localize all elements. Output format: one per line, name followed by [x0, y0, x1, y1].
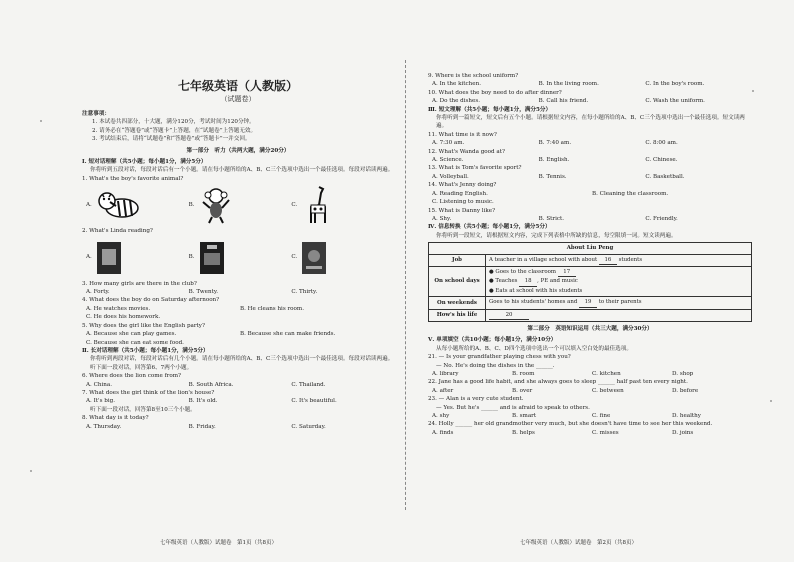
row-label: How's his life — [429, 309, 486, 321]
part2-heading: 第二部分 英语知识运用（共三大题，满分30分） — [527, 325, 653, 332]
option-b: B. Because she can make friends. — [240, 331, 336, 338]
cell-text: A teacher in a village school with about — [489, 256, 598, 263]
blank-17[interactable]: 17 — [558, 268, 576, 277]
section5-intro: 从每小题所给的A、B、C、D四个选项中选出一个可以填入空白处的最佳选项。 — [436, 345, 632, 352]
book-picture-icon — [301, 241, 327, 275]
part1-heading: 第一部分 听力（共两大题，满分20分） — [186, 147, 290, 154]
section5-heading: Ⅴ. 单项填空（共10小题；每小题1分，满分10分） — [428, 337, 557, 344]
option-c: C. In the boy's room. — [645, 81, 705, 88]
option-a: A. He watches movies. — [86, 305, 151, 312]
question-2: 2. What's Linda reading? — [82, 228, 153, 235]
section4-heading: Ⅳ. 信息转换（共5小题；每小题1分，满分5分） — [428, 224, 551, 231]
question-5-options — [82, 330, 394, 338]
option-c: C. misses — [592, 429, 619, 436]
left-column — [82, 66, 394, 431]
question-9: 9. Where is the school uniform? — [428, 73, 519, 79]
blank-18[interactable]: 18 — [519, 277, 537, 286]
option-d: D. healthy — [672, 413, 701, 420]
blank-19[interactable]: 19 — [579, 298, 597, 307]
option-c: C. Because she can eat some food. — [86, 339, 184, 346]
option-b: B. It's old. — [188, 398, 218, 405]
question-3: 3. How many girls are there in the club? — [82, 280, 197, 287]
question-23: 23. — Alan is a very cute student. — [428, 396, 524, 403]
option-a: A. library — [432, 371, 459, 377]
tiger-icon — [96, 188, 142, 222]
option-a: A. after — [432, 387, 454, 394]
question-23-options — [428, 412, 752, 420]
option-c: C. fine — [592, 413, 611, 420]
giraffe-icon — [301, 185, 331, 225]
question-12: 12. What's Wanda good at? — [428, 148, 505, 155]
monkey-icon — [199, 186, 233, 224]
question-6-options — [82, 381, 394, 389]
option-b: B. In the living room. — [538, 81, 599, 88]
question-13: 13. What is Tom's favorite sport? — [428, 165, 522, 172]
question-22: 22. Jane has a good life habit, and she always goes to sleep ______ half past ten every night. — [428, 379, 688, 386]
row-label: On weekends — [429, 297, 486, 309]
option-b: B. helps — [512, 429, 535, 436]
section4-intro: 你将听到一段短文，请根据短文内容，完成下列表格中所缺的信息，每空限填一词。短文读两遍。 — [436, 232, 677, 239]
question-8: 8. What day is it today? — [82, 415, 149, 422]
option-a: A. Volleyball. — [432, 173, 469, 180]
option-b: B. smart — [512, 413, 537, 420]
option-b: B. Strict. — [538, 215, 565, 222]
book-picture-icon — [199, 241, 225, 275]
option-c: C. He does his homework. — [86, 314, 161, 321]
option-b: B. South Africa. — [188, 381, 234, 388]
section1-intro: 你将听到五段对话，每段对话后有一个小题。请在每小题所给的A、B、C三个选项中选出一个最佳选项。每段对话读两遍。 — [90, 167, 394, 174]
option-a: A. Reading English. — [432, 190, 488, 197]
cell-text: Goes to his students' homes and — [489, 299, 578, 306]
option-label: B. — [188, 202, 195, 209]
option-a: A. Science. — [432, 157, 464, 164]
question-7: 7. What does the girl think of the lion's house? — [82, 389, 215, 396]
option-b: B. Friday. — [188, 423, 216, 430]
footer-left: 七年级英语（人教版）试题卷 第1页（共8页） — [160, 540, 278, 546]
page-subtitle: （试题卷） — [220, 95, 256, 103]
column-divider — [405, 60, 406, 510]
table-caption: About Liu Peng — [429, 243, 752, 254]
option-b: B. Twenty. — [188, 289, 219, 296]
question-14-options — [428, 190, 752, 198]
question-24: 24. Holly ______ her old grandmother very much, but she doesn't have time to see her this weekend. — [428, 421, 713, 428]
question-9-options — [428, 80, 752, 88]
question-11: 11. What time is it now? — [428, 131, 497, 138]
table-row — [429, 266, 752, 296]
option-a: A. Forty. — [86, 289, 110, 296]
table-row — [429, 254, 752, 266]
notes-heading: 注意事项： — [82, 111, 110, 117]
info-table — [428, 242, 752, 322]
footer-right: 七年级英语（人教版）试题卷 第2页（共8页） — [520, 540, 638, 546]
option-c: C. Saturday. — [291, 423, 326, 430]
question-15: 15. What is Danny like? — [428, 207, 496, 214]
option-b: B. Call his friend. — [538, 98, 589, 105]
option-a: A. In the kitchen. — [432, 81, 481, 88]
table-row — [429, 297, 752, 309]
question-4: 4. What does the boy do on Saturday afternoon? — [82, 297, 220, 304]
option-c: C. Listening to music. — [432, 199, 494, 206]
blank-20[interactable]: 20 — [489, 311, 529, 320]
option-a: A. 7:30 am. — [432, 140, 465, 147]
option-a: A. It's big. — [86, 398, 115, 405]
right-column — [428, 72, 752, 437]
question-15-options — [428, 215, 752, 223]
option-a: A. Thursday. — [86, 423, 122, 430]
cell-text: students — [618, 256, 643, 263]
note-item: 1. 本试卷共四部分，十大题，满分120分，考试时间为120分钟。 — [92, 119, 255, 126]
note-item: 2. 请务必在“答题卷”或“答题卡”上答题，在“试题卷”上答题无效。 — [92, 127, 257, 134]
option-b: B. He cleans his room. — [240, 305, 304, 312]
table-row — [429, 309, 752, 321]
cell-text: , PE and music — [537, 278, 578, 285]
question-7-options — [82, 397, 394, 405]
option-a: A. Do the dishes. — [432, 98, 480, 105]
option-a: A. shy — [432, 413, 450, 420]
page-title: 七年级英语（人教版） — [177, 79, 298, 93]
question-1: 1. What's the boy's favorite animal? — [82, 175, 184, 182]
scan-speck — [30, 470, 32, 472]
option-b: B. 7:40 am. — [538, 140, 572, 147]
option-c: C. Basketball. — [645, 173, 685, 180]
question-21-reply: — No. He's doing the dishes in the ______. — [436, 362, 555, 369]
question-13-options — [428, 173, 752, 181]
option-c: C. It's beautiful. — [291, 398, 337, 405]
row-label: On school days — [429, 266, 486, 296]
section3-heading: Ⅲ. 短文理解（共5小题；每小题1分，满分5分） — [428, 106, 552, 113]
option-a: A. Because she can play games. — [86, 331, 177, 338]
section2-heading: Ⅱ. 长对话理解（共5小题；每小题1分，满分5分） — [82, 347, 209, 354]
section1-heading: Ⅰ. 短对话理解（共5小题；每小题1分，满分5分） — [82, 159, 207, 166]
section2-sub2: 听下面一段对话，回答第8至10三个小题。 — [90, 406, 196, 413]
option-label: A. — [86, 202, 92, 209]
option-a: A. finds — [432, 429, 454, 436]
note-item: 3. 考试结束后，请将“试题卷”和“答题卷”或“答题卡”一并交回。 — [92, 136, 251, 143]
option-c: C. between — [592, 387, 624, 394]
cell-text: ● Goes to the classroom — [489, 268, 556, 275]
question-1-pictures — [82, 185, 394, 225]
question-21: 21. — Is your grandfather playing chess with you? — [428, 354, 571, 361]
question-21-options — [428, 370, 752, 378]
option-a: A. Shy. — [432, 215, 452, 222]
question-6: 6. Where does the lion come from? — [82, 373, 182, 380]
question-22-options — [428, 387, 752, 395]
question-8-options — [82, 423, 394, 431]
cell-text: to their parents — [598, 299, 642, 306]
option-b: B. room — [512, 371, 535, 377]
cell-text: ● Eats at school with his students — [489, 287, 583, 294]
option-b: B. Cleaning the classroom. — [592, 190, 669, 197]
question-23-reply: — Yes. But he's ______ and is afraid to speak to others. — [436, 404, 590, 411]
option-a: A. China. — [86, 381, 112, 388]
question-5: 5. Why does the girl like the English party? — [82, 322, 205, 329]
question-12-options — [428, 156, 752, 164]
option-c: C. Wash the uniform. — [645, 98, 705, 105]
book-picture-icon — [96, 241, 122, 275]
question-10-options — [428, 97, 752, 105]
question-3-options — [82, 288, 394, 296]
scan-speck — [752, 90, 754, 92]
question-14: 14. What's Jenny doing? — [428, 182, 497, 189]
section2-sub1: 听下面一段对话，回答第6、7两个小题。 — [90, 364, 193, 371]
question-24-options — [428, 429, 752, 437]
blank-16[interactable]: 16 — [599, 256, 617, 265]
cell-text: ● Teaches — [489, 278, 518, 285]
option-d: D. joins — [672, 429, 694, 436]
question-11-options — [428, 139, 752, 147]
option-c: C. Chinese. — [645, 157, 678, 164]
option-label: C. — [291, 202, 298, 209]
option-c: C. 8:00 am. — [645, 140, 678, 147]
option-d: D. before — [672, 387, 699, 394]
section2-intro: 你将听到两段对话，每段对话后有几个小题。请在每小题所给的A、B、C三个选项中选出一个最佳选项。每段对话读两遍。 — [90, 356, 394, 363]
option-label: A. — [86, 254, 92, 261]
option-label: B. — [188, 254, 195, 261]
option-label: C. — [291, 254, 298, 261]
question-2-pictures — [82, 238, 394, 278]
scan-speck — [40, 120, 42, 122]
question-10: 10. What does the boy need to do after dinner? — [428, 89, 562, 96]
option-c: C. Friendly. — [645, 215, 678, 222]
option-b: B. over — [512, 387, 533, 394]
option-b: B. English. — [538, 157, 570, 164]
question-4-options — [82, 305, 394, 313]
option-c: C. Thailand. — [291, 381, 326, 388]
option-c: C. Thirty. — [291, 289, 318, 296]
scan-speck — [770, 400, 772, 402]
row-label: Job — [429, 254, 486, 266]
section3-intro: 你将听到一篇短文，短文后有五个小题。请根据短文内容，在每小题所给的A、B、C三个选项中选出一个最佳选项。短文读两遍。 — [436, 115, 745, 130]
option-b: B. Tennis. — [538, 173, 567, 180]
option-d: D. shop — [672, 371, 694, 377]
option-c: C. kitchen — [592, 371, 621, 377]
